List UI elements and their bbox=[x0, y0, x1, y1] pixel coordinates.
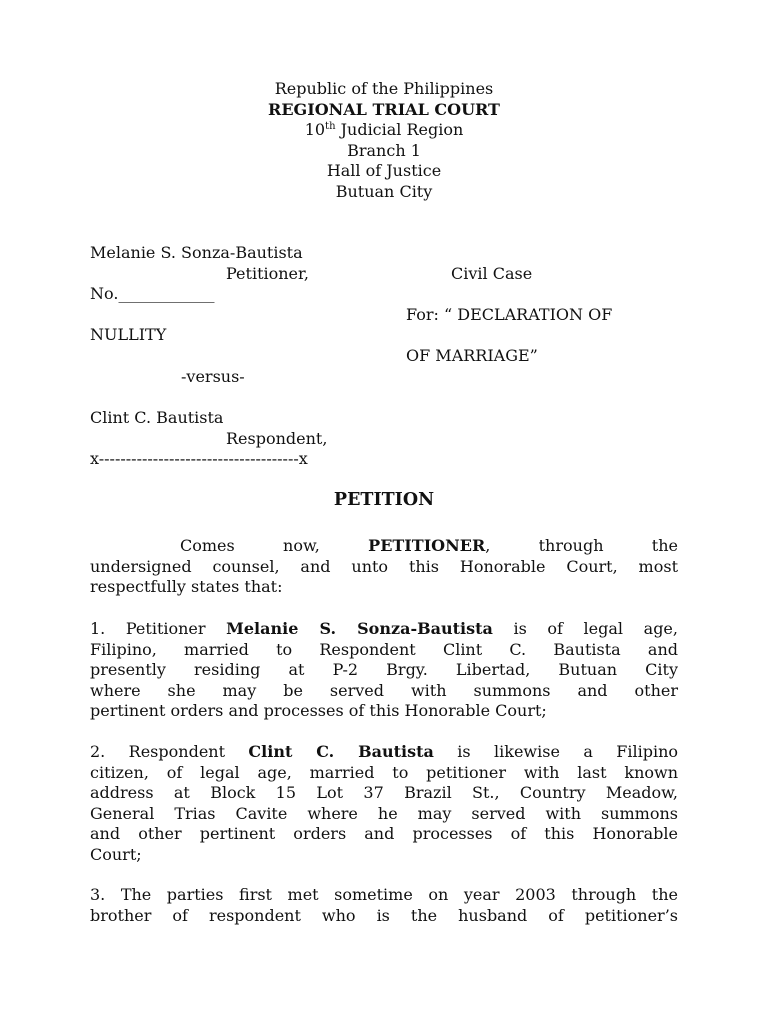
text-line: presently residing at P-2 Brgy. Libertad, Butuan City bbox=[90, 660, 678, 680]
petitioner-role: Petitioner, bbox=[226, 264, 309, 283]
republic-line: Republic of the Philippines bbox=[274, 79, 494, 98]
text-line: pertinent orders and processes of this Honorable Court; bbox=[90, 701, 547, 721]
text-line: brother of respondent who is the husband of petitioner’s bbox=[90, 905, 678, 925]
region-line bbox=[0, 120, 768, 141]
petitioner-name: Melanie S. Sonza-Bautista bbox=[90, 243, 303, 262]
city-line: Butuan City bbox=[335, 181, 433, 201]
intro-paragraph bbox=[90, 536, 678, 598]
text-line: Court; bbox=[90, 844, 142, 864]
text-span: Comes now, bbox=[180, 536, 320, 555]
respondent-name: Clint C. Bautista bbox=[90, 408, 224, 427]
text-line bbox=[90, 536, 678, 557]
text-line: and other pertinent orders and processes of this Honorable bbox=[90, 824, 678, 844]
text-line: Filipino, married to Respondent Clint C. Bautista and bbox=[90, 639, 678, 659]
text-line bbox=[90, 619, 678, 640]
paragraph-2 bbox=[90, 742, 678, 866]
branch-line: Branch 1 bbox=[347, 140, 421, 160]
text-line bbox=[90, 742, 678, 763]
text-span: 1. Petitioner bbox=[90, 619, 206, 638]
bold-term: PETITIONER bbox=[368, 536, 486, 555]
text-line: respectfully states that: bbox=[90, 577, 283, 597]
court-name: REGIONAL TRIAL COURT bbox=[268, 99, 500, 119]
bold-term: Melanie S. Sonza-Bautista bbox=[226, 619, 493, 638]
text-line: undersigned counsel, and unto this Honorable Court, most bbox=[90, 556, 678, 576]
versus-label: -versus- bbox=[181, 367, 245, 386]
text-span: is of legal age, bbox=[513, 619, 678, 638]
text-span: , through the bbox=[485, 536, 678, 555]
civil-case-label: Civil Case bbox=[451, 264, 533, 283]
text-line: address at Block 15 Lot 37 Brazil St., Country Meadow, bbox=[90, 783, 678, 803]
text-line: 3. The parties first met sometime on year 2003 through the bbox=[90, 885, 678, 904]
document-title: PETITION bbox=[333, 490, 435, 510]
paragraph-3 bbox=[90, 885, 678, 926]
region-suffix: th bbox=[325, 121, 336, 133]
caption-separator: x-------------------------------------x bbox=[90, 449, 308, 468]
respondent-role: Respondent, bbox=[226, 429, 328, 448]
of-marriage-label: OF MARRIAGE” bbox=[406, 346, 538, 365]
region-number: 10 bbox=[304, 120, 326, 140]
nullity-label: NULLITY bbox=[90, 325, 167, 344]
region-text: Judicial Region bbox=[335, 120, 464, 140]
paragraph-1 bbox=[90, 619, 678, 722]
text-span: 2. Respondent bbox=[90, 742, 226, 761]
case-for-label: For: “ DECLARATION OF bbox=[406, 305, 613, 324]
court-caption bbox=[0, 79, 768, 203]
bold-term: Clint C. Bautista bbox=[248, 742, 434, 761]
text-line: General Trias Cavite where he may served with summons bbox=[90, 803, 678, 823]
case-number: No.____________ bbox=[90, 284, 215, 303]
hall-line: Hall of Justice bbox=[326, 161, 442, 181]
text-span: is likewise a Filipino bbox=[457, 742, 678, 761]
text-line: where she may be served with summons and other bbox=[90, 680, 678, 700]
text-line: citizen, of legal age, married to petitioner with last known bbox=[90, 762, 678, 782]
